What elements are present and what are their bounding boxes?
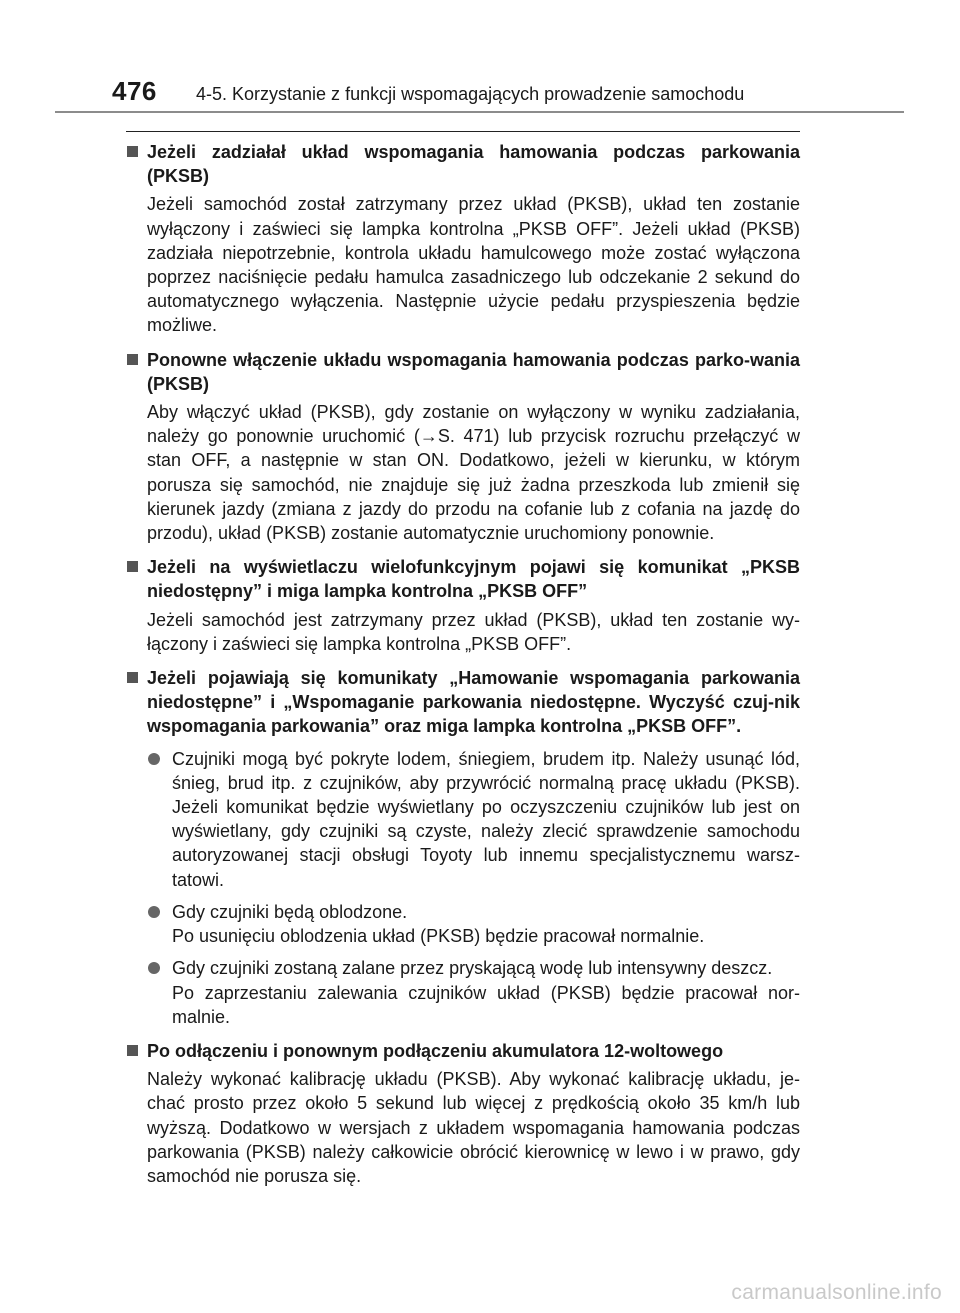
section-title: Jeżeli zadziałał układ wspomagania hamowania podczas parkowania (PKSB) [147,142,800,187]
section-heading [126,1039,800,1063]
round-bullet-icon [148,753,160,765]
section-heading [126,140,800,188]
bullet-item [126,900,800,948]
section-title: Jeżeli pojawiają się komunikaty „Hamowanie wspomagania parkowania niedostępne” i „Wspomaganie parkowania niedostępne. Wyczyść czuj-nik wspomagania parkowania” oraz miga lampka kontrolna „PKSB OFF”. [147,668,800,737]
section-heading [126,555,800,603]
body-text-end: ) lub przycisk rozruchu przełączyć w stan OFF, a następnie w stan ON. Dodatkowo, jeżeli w kierunku, w którym porusza się samochód, nie znajduje się już żadna przeszkoda lub zmienił się kierunek jazdy (zmiana z jazdy do przodu na cofanie lub z cofania na jazdę do przodu), układ (PKSB) zostanie automatycznie uruchomiony ponownie. [147,426,800,544]
page-number: 476 [112,76,157,106]
body-text-start: Aby włączyć układ (PKSB), gdy zostanie on wyłączony w wyniku zadziałania, należy go ponownie uruchomić ( [147,402,800,447]
section-body: Należy wykonać kalibrację układu (PKSB). Aby wykonać kalibrację układu, je-chać prosto przez około 5 sekund lub więcej z prędkością około 35 km/h lub wyższą. Dodatkowo w wersjach z układem wspomagania hamowania podczas parkowania (PKSB) należy całkowicie obrócić kierownicę w lewo i w prawo, gdy samochód nie porusza się. [147,1069,800,1186]
square-bullet-icon [127,1045,138,1056]
bullet-item [126,747,800,892]
square-bullet-icon [127,672,138,683]
section-heading [126,348,800,396]
bullet-note: Po usunięciu oblodzenia układ (PKSB) będzie pracował normalnie. [172,926,705,947]
section-body: Jeżeli samochód jest zatrzymany przez układ (PKSB), układ ten zostanie wy-łączony i zaświeci się lampka kontrolna „PKSB OFF”. [147,609,800,654]
bullet-text: Gdy czujniki będą oblodzone. [172,901,408,922]
section-body: Jeżeli samochód został zatrzymany przez układ (PKSB), układ ten zostanie wyłączony i zaświeci się lampka kontrolna „PKSB OFF”. Jeżeli układ (PKSB) zadziała niepotrzebnie, kontrola układu hamulcowego może zostać wyłączona poprzez naciśnięcie pedału hamulca zasadniczego lub odczekanie 2 sekund do automatycznego wyłączenia. Następnie użycie pedału przyspieszenia będzie możliwe. [147,194,800,336]
square-bullet-icon [127,354,138,365]
watermark: carmanualsonline.info [731,1281,942,1304]
round-bullet-icon [148,962,160,974]
chapter-title: 4-5. Korzystanie z funkcji wspomagających prowadzenie samochodu [196,84,745,104]
section-pksb-reactivation [126,348,800,546]
page-content [126,140,800,1198]
section-sensor-messages [126,666,800,1029]
bullet-note: Po zaprzestaniu zalewania czujników układ (PKSB) będzie pracował nor-malnie. [172,982,800,1027]
bullet-item [126,956,800,1029]
section-battery-reconnect [126,1039,800,1188]
section-title: Jeżeli na wyświetlaczu wielofunkcyjnym pojawi się komunikat „PKSB niedostępny” i miga lampka kontrolna „PKSB OFF” [147,557,800,602]
square-bullet-icon [127,146,138,157]
bullet-text: Gdy czujniki zostaną zalane przez pryskającą wodę lub intensywny deszcz. [172,958,773,979]
section-pksb-activated [126,140,800,338]
square-bullet-icon [127,561,138,572]
section-body [126,400,800,545]
header-rule [55,111,904,113]
round-bullet-icon [148,906,160,918]
section-pksb-unavailable [126,555,800,656]
page-reference-link[interactable]: →S. 471 [419,426,494,447]
bullet-text: Czujniki mogą być pokryte lodem, śniegiem, brudem itp. Należy usunąć lód, śnieg, brud itp. z czujników, aby przywrócić normalną pracę układu (PKSB). Jeżeli komunikat będzie wyświetlany po oczyszczeniu czujników lub jest on wyświetlany, gdy czujniki są czyste, należy zlecić sprawdzenie samochodu autoryzowanej stacji obsługi Toyoty lub innemu specjalistycznemu warsz-tatowi. [172,748,800,890]
page-header [0,0,960,112]
section-title: Po odłączeniu i ponownym podłączeniu akumulatora 12-woltowego [147,1040,724,1061]
section-heading [126,666,800,739]
section-title: Ponowne włączenie układu wspomagania hamowania podczas parko-wania (PKSB) [147,349,800,394]
content-top-rule [126,131,800,132]
